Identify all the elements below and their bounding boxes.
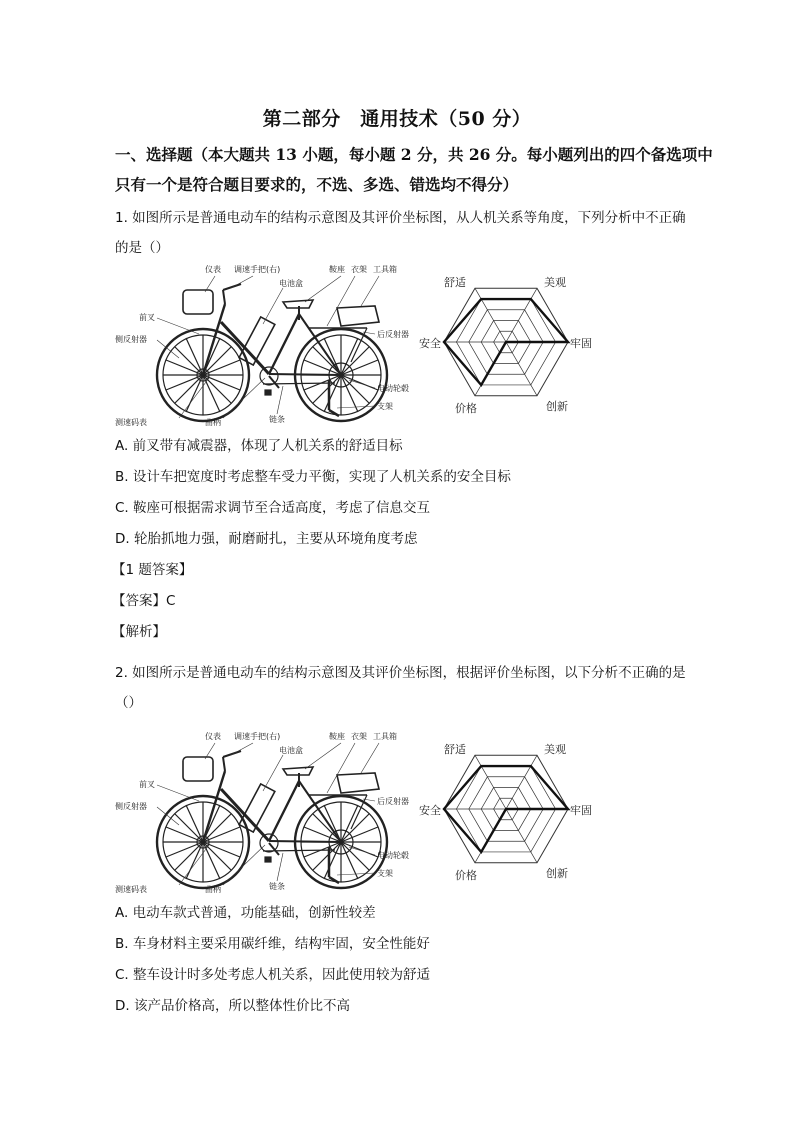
radar-grid-axis bbox=[506, 755, 537, 809]
radar-label-innovation: 创新 bbox=[546, 400, 568, 413]
label-chain: 链条 bbox=[269, 882, 285, 891]
radar-label-safety: 安全 bbox=[419, 337, 441, 350]
label-crank: 曲柄 bbox=[205, 418, 221, 427]
radar-label-comfort: 舒适 bbox=[444, 743, 466, 756]
label-handle: 调速手把(右) bbox=[234, 265, 281, 274]
q2-option-a: A. 电动车款式普通，功能基础，创新性较差 bbox=[115, 905, 376, 921]
page-title: 第二部分 通用技术（50 分） bbox=[262, 108, 532, 130]
label-rack: 衣架 bbox=[351, 732, 367, 741]
radar-label-comfort: 舒适 bbox=[444, 276, 466, 289]
q1-option-d: D. 轮胎抓地力强，耐磨耐扎，主要从环境角度考虑 bbox=[115, 531, 418, 547]
section-heading-line2: 只有一个是符合题目要求的，不选、多选、错选均不得分） bbox=[115, 175, 519, 194]
label-saddle: 鞍座 bbox=[329, 265, 345, 274]
q2-option-c: C. 整车设计时多处考虑人机关系，因此使用较为舒适 bbox=[115, 967, 431, 983]
q2-option-b: B. 车身材料主要采用碳纤维，结构牢固，安全性能好 bbox=[115, 936, 430, 952]
radar-label-safety: 安全 bbox=[419, 804, 441, 817]
q1-analysis: 【解析】 bbox=[112, 624, 166, 640]
radar-label-price: 价格 bbox=[455, 869, 477, 882]
q1-option-b: B. 设计车把宽度时考虑整车受力平衡，实现了人机关系的安全目标 bbox=[115, 469, 511, 485]
q2-stem-line1: 2. 如图所示是普通电动车的结构示意图及其评价坐标图，根据评价坐标图，以下分析不正确的是 bbox=[115, 665, 686, 681]
label-speedometer: 测速码表 bbox=[115, 418, 147, 427]
q2-bike-diagram bbox=[157, 751, 387, 888]
label-rear-reflector: 后反射器 bbox=[377, 330, 409, 339]
q2-radar-chart bbox=[419, 743, 592, 882]
label-battery: 电池盒 bbox=[279, 746, 303, 755]
q1-option-a: A. 前叉带有减震器，体现了人机关系的舒适目标 bbox=[115, 438, 403, 454]
radar-grid-axis bbox=[506, 342, 537, 396]
label-fork: 前叉 bbox=[139, 313, 155, 322]
section-heading-line1: 一、选择题（本大题共 13 小题，每小题 2 分，共 26 分。每小题列出的四个备选项中 bbox=[115, 145, 713, 164]
q1-stem-line1: 1. 如图所示是普通电动车的结构示意图及其评价坐标图，从人机关系等角度，下列分析中不正确 bbox=[115, 210, 686, 226]
label-side-reflector: 侧反射器 bbox=[115, 335, 147, 344]
radar-label-beauty: 美观 bbox=[544, 276, 566, 289]
radar-label-price: 价格 bbox=[455, 402, 477, 415]
label-battery: 电池盒 bbox=[279, 279, 303, 288]
q1-figure bbox=[113, 262, 603, 430]
q2-bike-labels bbox=[115, 731, 409, 894]
label-hub-motor: 电动轮毂 bbox=[377, 851, 409, 860]
radar-label-sturdy: 牢固 bbox=[570, 804, 592, 817]
radar-grid-axis bbox=[475, 755, 506, 809]
label-hub-motor: 电动轮毂 bbox=[377, 384, 409, 393]
q1-option-c: C. 鞍座可根据需求调节至合适高度，考虑了信息交互 bbox=[115, 500, 431, 516]
label-speedometer: 测速码表 bbox=[115, 885, 147, 894]
q1-stem-line2: 的是（） bbox=[115, 240, 169, 256]
radar-label-sturdy: 牢固 bbox=[570, 337, 592, 350]
q1-bike-labels bbox=[115, 264, 409, 427]
label-meter: 仪表 bbox=[205, 265, 221, 274]
label-handle: 调速手把(右) bbox=[234, 732, 281, 741]
q2-figure bbox=[113, 729, 603, 897]
radar-label-beauty: 美观 bbox=[544, 743, 566, 756]
label-stand: 支架 bbox=[377, 402, 393, 411]
label-saddle: 鞍座 bbox=[329, 732, 345, 741]
q2-option-d: D. 该产品价格高，所以整体性价比不高 bbox=[115, 998, 350, 1014]
label-toolbox: 工具箱 bbox=[373, 265, 397, 274]
label-fork: 前叉 bbox=[139, 780, 155, 789]
q2-stem-line2: （） bbox=[115, 695, 142, 711]
label-rear-reflector: 后反射器 bbox=[377, 797, 409, 806]
radar-grid-axis bbox=[506, 288, 537, 342]
radar-grid-axis bbox=[506, 809, 537, 863]
label-rack: 衣架 bbox=[351, 265, 367, 274]
q1-answer-header: 【1 题答案】 bbox=[112, 562, 193, 578]
label-meter: 仪表 bbox=[205, 732, 221, 741]
label-chain: 链条 bbox=[269, 415, 285, 424]
q1-answer: 【答案】C bbox=[112, 593, 176, 609]
radar-label-innovation: 创新 bbox=[546, 867, 568, 880]
q1-radar-chart bbox=[419, 276, 592, 415]
label-side-reflector: 侧反射器 bbox=[115, 802, 147, 811]
q1-bike-diagram bbox=[157, 284, 387, 421]
label-crank: 曲柄 bbox=[205, 885, 221, 894]
label-stand: 支架 bbox=[377, 869, 393, 878]
radar-grid-axis bbox=[475, 288, 506, 342]
label-toolbox: 工具箱 bbox=[373, 732, 397, 741]
